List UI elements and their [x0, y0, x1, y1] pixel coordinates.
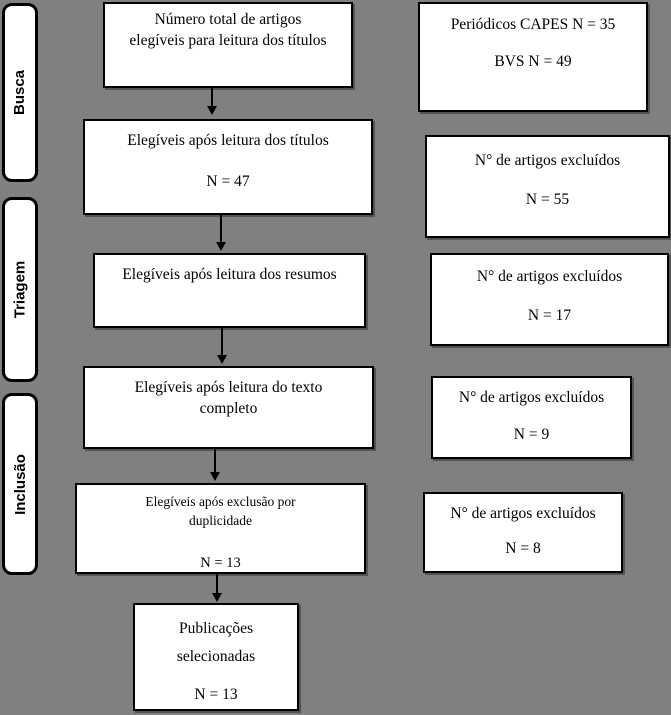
- side-box-excluded-55-n: N = 55: [525, 191, 570, 208]
- side-box-excluded-8-n: N = 8: [505, 540, 541, 557]
- side-box-excluded-55-text: N° de artigos excluídos: [474, 152, 621, 169]
- side-box-sources-line2: BVS N = 49: [494, 53, 572, 70]
- flow-box-after-duplicates-text: Elegíveis após exclusão por duplicidade: [145, 494, 296, 528]
- arrow-down-2: [220, 215, 222, 242]
- phase-tab-busca: [2, 3, 38, 182]
- side-box-excluded-17-text: N° de artigos excluídos: [476, 268, 623, 285]
- side-box-sources: [418, 2, 648, 112]
- side-box-excluded-9-text: N° de artigos excluídos: [458, 389, 605, 406]
- arrow-down-3: [221, 328, 223, 355]
- flow-box-after-abstracts-text: Elegíveis após leitura dos resumos: [122, 266, 337, 283]
- flow-box-selected-publications-n: N = 13: [194, 686, 238, 703]
- flow-box-after-titles: [83, 119, 373, 215]
- arrow-down-4: [214, 449, 216, 472]
- arrow-down-5: [216, 574, 218, 593]
- flow-box-after-duplicates: [75, 483, 366, 574]
- arrow-down-1: [211, 88, 213, 106]
- flow-box-total-eligible: [103, 2, 353, 88]
- side-box-excluded-9: [431, 376, 632, 459]
- flow-box-after-titles-n: N = 47: [206, 173, 250, 190]
- flow-box-total-eligible-text: Número total de artigos elegíveis para leitura dos títulos: [129, 11, 327, 49]
- phase-tab-triagem: [2, 197, 38, 382]
- side-box-excluded-8-text: N° de artigos excluídos: [450, 505, 596, 522]
- phase-tab-inclusao: [2, 393, 38, 575]
- flow-box-after-fulltext-text: Elegíveis após leitura do texto completo: [134, 379, 323, 417]
- phase-label-triagem: Triagem: [11, 260, 29, 319]
- flow-box-selected-publications: [133, 603, 299, 711]
- phase-label-inclusao: Inclusão: [11, 453, 29, 515]
- phase-label-busca: Busca: [11, 69, 29, 116]
- side-box-excluded-17: [430, 253, 669, 346]
- flow-box-after-abstracts: [93, 253, 366, 328]
- side-box-excluded-8: [423, 492, 623, 573]
- side-box-excluded-9-n: N = 9: [513, 426, 550, 443]
- side-box-excluded-17-n: N = 17: [527, 307, 572, 324]
- flow-box-after-titles-text: Elegíveis após leitura dos títulos: [127, 132, 329, 149]
- flow-box-after-duplicates-n: N = 13: [200, 555, 241, 571]
- side-box-excluded-55: [425, 135, 670, 238]
- side-box-sources-line1: Periódicos CAPES N = 35: [450, 16, 616, 33]
- flow-box-after-fulltext: [83, 366, 374, 449]
- flow-box-selected-publications-text: Publicações selecionadas: [176, 620, 256, 665]
